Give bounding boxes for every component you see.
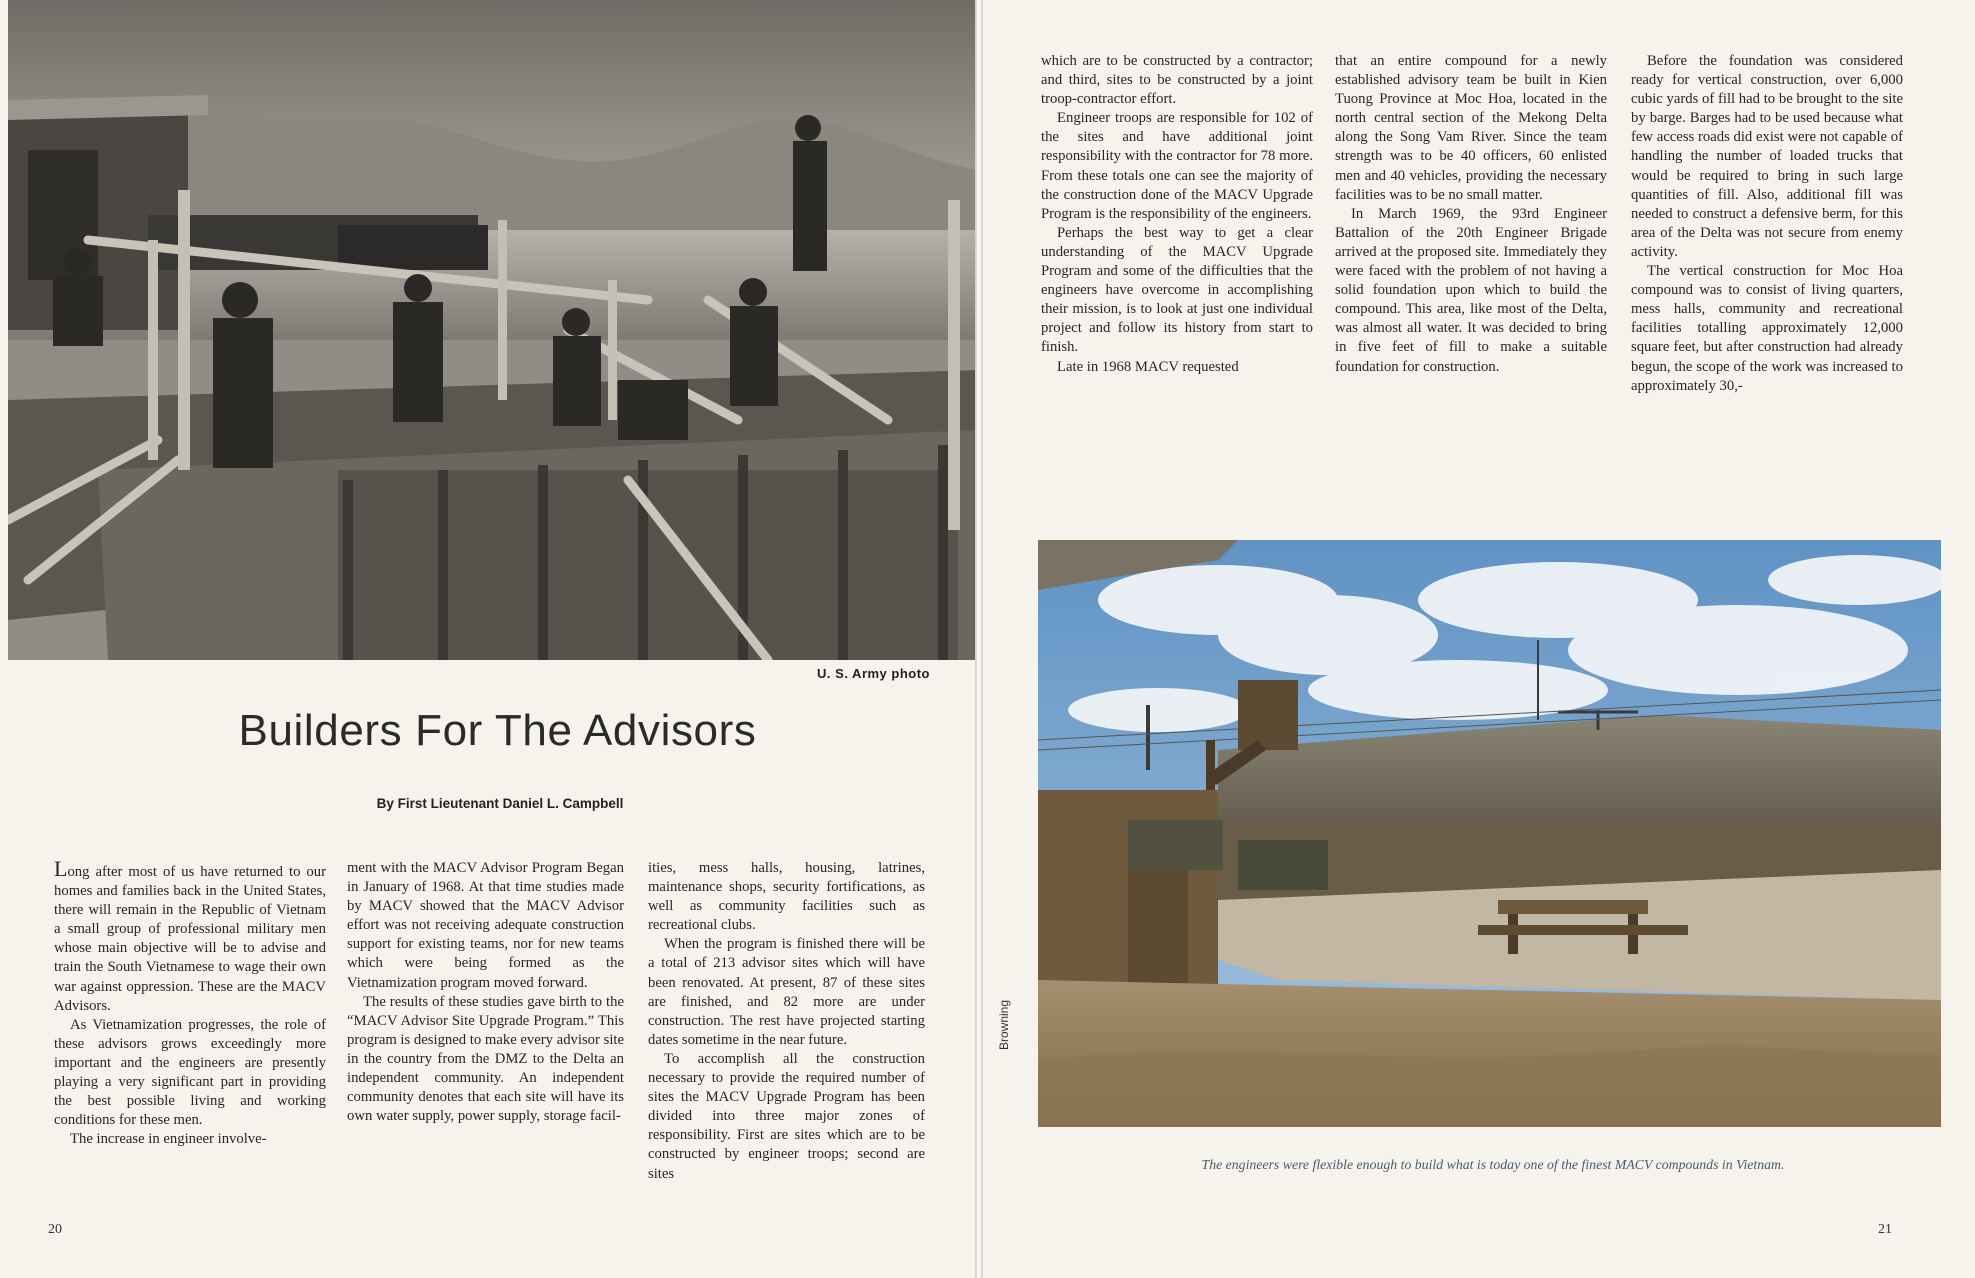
- paragraph: When the program is finished there will be a total of 213 advisor sites which will have been renovated. At present, 87 of these sites are finished, and 82 more are under construction. The rest have projected starting dates sometime in the near future.: [648, 936, 925, 1048]
- right-page: [983, 0, 1975, 1278]
- right-column-2: [1335, 52, 1607, 377]
- paragraph: Late in 1968 MACV requested: [1057, 358, 1239, 375]
- paragraph: The vertical construction for Moc Hoa compound was to consist of living quarters, mess halls, community and recreational facilities totalling approximately 12,000 square feet, but after construction had already begun, the scope of the work was increased to approximately 30,-: [1631, 263, 1903, 394]
- paragraph: To accomplish all the construction necessary to provide the required number of sites the MACV Upgrade Program has been divided into three major zones of responsibility. First are sites which are to be constructed by engineer troops; second are sites: [648, 1050, 925, 1182]
- dropcap: L: [54, 856, 68, 881]
- compound-photo: [1038, 540, 1941, 1127]
- photo-credit: U. S. Army photo: [817, 666, 930, 681]
- paragraph: ment with the MACV Advisor Program Began in January of 1968. At that time studies made by MACV showed that the MACV Advisor effort was not receiving adequate construction support for existing teams, nor for new teams which were being formed as the Vietnamization program moved forward.: [347, 860, 624, 991]
- left-column-2: [347, 859, 624, 1126]
- paragraph: Before the foundation was considered ready for vertical construction, over 6,000 cubic yards of fill had to be brought to the site by barge. Barges had to be used because what few access roads did exist were not capable of handling the number of loaded trucks that would be required to bring in such large quantities of fill. Also, additional fill was needed to construct a defensive berm, for this area of the Delta was not secure from enemy activity.: [1631, 53, 1903, 260]
- construction-photo: [8, 0, 975, 660]
- paragraph: which are to be constructed by a contractor; and third, sites to be constructed by a joint troop-contractor effort.: [1041, 53, 1313, 108]
- right-column-3: [1631, 52, 1903, 396]
- left-column-3: [648, 859, 925, 1184]
- paragraph: The results of these studies gave birth to the “MACV Advisor Site Upgrade Program.” This program is designed to make every advisor site in the country from the DMZ to the Delta an independent community. An independent community denotes that each site will have its own water supply, power supply, storage facil-: [347, 993, 624, 1125]
- left-column-1: [54, 856, 326, 1149]
- paragraph: Long after most of us have returned to our homes and families back in the United States, there will remain in the Republic of Vietnam a small group of professional military men whose main objective will be to advise and train the South Vietnamese to wage their own war against oppression. These are the MACV Advisors.: [54, 856, 326, 1014]
- paragraph: Perhaps the best way to get a clear understanding of the MACV Upgrade Program and some of the difficulties that the engineers have overcome in accomplishing their mission, is to look at just one individual project and follow its history from start to finish.: [1041, 224, 1313, 356]
- paragraph: ities, mess halls, housing, latrines, maintenance shops, security fortifications, as well as community facilities such as recreational clubs.: [648, 860, 925, 934]
- paragraph: In March 1969, the 93rd Engineer Battalion of the 20th Engineer Brigade arrived at the proposed site. Immediately they were faced with the problem of not having a solid foundation upon which to build the compound. This area, like most of the Delta, was almost all water. It was decided to bring in five feet of fill to make a suitable foundation for construction.: [1335, 205, 1607, 375]
- paragraph: As Vietnamization progresses, the role of these advisors grows exceedingly more important and the engineers are presently playing a very significant part in providing the best possible living and working conditions for these men.: [54, 1016, 326, 1129]
- page-gutter: [975, 0, 983, 1278]
- article-title: Builders For The Advisors: [238, 706, 757, 755]
- byline: By First Lieutenant Daniel L. Campbell: [376, 796, 624, 811]
- paragraph: that an entire compound for a newly established advisory team be built in Kien Tuong Province at Moc Hoa, located in the north central section of the Mekong Delta along the Song Vam River. Since the team strength was to be 40 officers, 60 enlisted men and 40 vehicles, providing the necessary facilities was to be no small matter.: [1335, 53, 1607, 203]
- paragraph: Engineer troops are responsible for 102 of the sites and have additional joint responsibility with the contractor for 78 more. From these totals one can see the majority of the construction done of the MACV Upgrade Program is the responsibility of the engineers.: [1041, 110, 1313, 222]
- page-number-right: 21: [1878, 1222, 1892, 1237]
- page-number-left: 20: [48, 1222, 62, 1237]
- photo-side-credit: Browning: [997, 999, 1011, 1050]
- right-column-1: [1041, 52, 1313, 377]
- paragraph: The increase in engineer involve-: [70, 1131, 267, 1148]
- photo-caption: The engineers were flexible enough to build what is today one of the finest MACV compounds in Vietnam.: [1201, 1157, 1785, 1172]
- left-page: [0, 0, 975, 1278]
